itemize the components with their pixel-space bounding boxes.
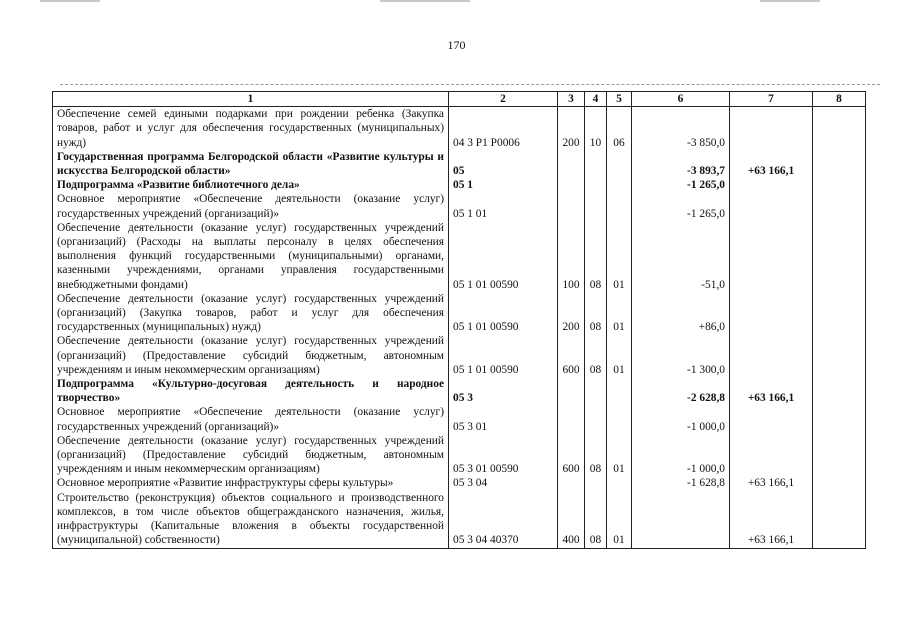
row-subsection <box>607 377 632 405</box>
page-number: 170 <box>447 38 466 52</box>
row-amount-current <box>632 491 730 548</box>
table-row <box>53 107 866 150</box>
row-description: Основное мероприятие «Развитие инфраструктуры сферы культуры» <box>53 476 449 490</box>
row-amount-current: -51,0 <box>632 221 730 292</box>
row-amount-next <box>730 107 813 150</box>
row-section: 08 <box>585 491 607 548</box>
row-subsection <box>607 178 632 192</box>
scan-edge-line <box>760 0 820 2</box>
table-row <box>53 292 866 335</box>
column-header: 1 <box>53 92 449 107</box>
row-amount-current: -3 850,0 <box>632 107 730 150</box>
column-header: 8 <box>813 92 866 107</box>
row-subsection: 01 <box>607 292 632 335</box>
row-description: Государственная программа Белгородской области «Развитие культуры и искусства Белгородской области» <box>53 150 449 178</box>
column-header: 3 <box>558 92 585 107</box>
row-code: 05 <box>449 150 558 178</box>
row-subsection: 01 <box>607 434 632 477</box>
row-subsection <box>607 192 632 220</box>
row-amount-next: +63 166,1 <box>730 150 813 178</box>
row-amount-next <box>730 192 813 220</box>
row-amount-current: -1 628,8 <box>632 476 730 490</box>
header-row <box>53 92 866 107</box>
row-description: Обеспечение семей едиными подарками при рождении ребенка (Закупка товаров, работ и услуг для обеспечения государственных (муниципальных) нужд) <box>53 107 449 150</box>
table-body <box>53 107 866 548</box>
row-expense-type: 100 <box>558 221 585 292</box>
row-section: 08 <box>585 334 607 377</box>
row-subsection <box>607 405 632 433</box>
row-amount-col8 <box>813 150 866 178</box>
table-row <box>53 192 866 220</box>
row-amount-col8 <box>813 221 866 292</box>
row-section <box>585 192 607 220</box>
row-amount-current: -1 265,0 <box>632 192 730 220</box>
row-amount-col8 <box>813 292 866 335</box>
table-row <box>53 377 866 405</box>
row-section <box>585 476 607 490</box>
scan-edge-line <box>380 0 470 2</box>
row-amount-col8 <box>813 491 866 548</box>
row-expense-type: 200 <box>558 107 585 150</box>
row-amount-next: +63 166,1 <box>730 377 813 405</box>
row-code: 05 1 01 <box>449 192 558 220</box>
row-description: Подпрограмма «Культурно-досуговая деятельность и народное творчество» <box>53 377 449 405</box>
row-amount-current: -1 000,0 <box>632 434 730 477</box>
row-section <box>585 178 607 192</box>
row-code: 05 1 01 00590 <box>449 292 558 335</box>
row-subsection: 01 <box>607 221 632 292</box>
row-description: Обеспечение деятельности (оказание услуг) государственных учреждений (организаций) (Предоставление субсидий бюджетным, автономным учреждениям и иным некоммерческим организациям) <box>53 434 449 477</box>
row-amount-next <box>730 221 813 292</box>
row-code: 05 3 <box>449 377 558 405</box>
row-amount-col8 <box>813 476 866 490</box>
table-row <box>53 334 866 377</box>
row-description: Обеспечение деятельности (оказание услуг) государственных учреждений (организаций) (Предоставление субсидий бюджетным, автономным учреждениям и иным некоммерческим организациям) <box>53 334 449 377</box>
row-code: 05 3 01 00590 <box>449 434 558 477</box>
row-expense-type: 600 <box>558 434 585 477</box>
row-subsection <box>607 476 632 490</box>
column-header: 5 <box>607 92 632 107</box>
row-expense-type <box>558 476 585 490</box>
row-section <box>585 377 607 405</box>
table-row <box>53 178 866 192</box>
row-amount-current: +86,0 <box>632 292 730 335</box>
row-section: 10 <box>585 107 607 150</box>
row-amount-current: -1 265,0 <box>632 178 730 192</box>
row-description: Подпрограмма «Развитие библиотечного дела» <box>53 178 449 192</box>
row-expense-type: 600 <box>558 334 585 377</box>
row-amount-next <box>730 292 813 335</box>
table-row <box>53 150 866 178</box>
row-section: 08 <box>585 292 607 335</box>
row-amount-next: +63 166,1 <box>730 491 813 548</box>
row-description: Обеспечение деятельности (оказание услуг) государственных учреждений (организаций) (Расходы на выплаты персоналу в целях обеспечения выполнения функций государственными (муниципальными) органами, казенными учреждениями, органами управления государственными внебюджетными фондами) <box>53 221 449 292</box>
row-description: Обеспечение деятельности (оказание услуг) государственных учреждений (организаций) (Закупка товаров, работ и услуг для обеспечения государственных (муниципальных) нужд) <box>53 292 449 335</box>
table-row <box>53 405 866 433</box>
row-amount-col8 <box>813 107 866 150</box>
row-section: 08 <box>585 434 607 477</box>
row-section <box>585 405 607 433</box>
row-expense-type: 200 <box>558 292 585 335</box>
row-expense-type <box>558 178 585 192</box>
table-row <box>53 221 866 292</box>
column-header: 7 <box>730 92 813 107</box>
row-amount-col8 <box>813 334 866 377</box>
column-header: 2 <box>449 92 558 107</box>
row-description: Основное мероприятие «Обеспечение деятельности (оказание услуг) государственных учреждений (организаций)» <box>53 405 449 433</box>
row-code: 04 3 P1 P0006 <box>449 107 558 150</box>
row-expense-type <box>558 192 585 220</box>
table-row <box>53 434 866 477</box>
scan-edge-line <box>40 0 100 2</box>
row-amount-next <box>730 178 813 192</box>
row-amount-next <box>730 434 813 477</box>
row-amount-col8 <box>813 192 866 220</box>
row-subsection: 06 <box>607 107 632 150</box>
row-amount-col8 <box>813 434 866 477</box>
row-amount-current: -2 628,8 <box>632 377 730 405</box>
row-amount-col8 <box>813 405 866 433</box>
row-amount-current: -1 300,0 <box>632 334 730 377</box>
row-amount-col8 <box>813 178 866 192</box>
budget-table <box>52 91 866 549</box>
row-subsection: 01 <box>607 334 632 377</box>
row-subsection <box>607 150 632 178</box>
row-code: 05 1 01 00590 <box>449 334 558 377</box>
row-expense-type <box>558 150 585 178</box>
row-section: 08 <box>585 221 607 292</box>
row-subsection: 01 <box>607 491 632 548</box>
row-amount-next <box>730 405 813 433</box>
row-description: Основное мероприятие «Обеспечение деятельности (оказание услуг) государственных учреждений (организаций)» <box>53 192 449 220</box>
table-row <box>53 491 866 548</box>
column-header: 6 <box>632 92 730 107</box>
row-code: 05 3 01 <box>449 405 558 433</box>
row-code: 05 1 01 00590 <box>449 221 558 292</box>
row-code: 05 1 <box>449 178 558 192</box>
row-amount-current: -3 893,7 <box>632 150 730 178</box>
row-code: 05 3 04 <box>449 476 558 490</box>
row-code: 05 3 04 40370 <box>449 491 558 548</box>
header-dashed-line <box>60 84 880 85</box>
row-amount-col8 <box>813 377 866 405</box>
row-expense-type <box>558 405 585 433</box>
row-expense-type <box>558 377 585 405</box>
table-row <box>53 476 866 490</box>
row-amount-current: -1 000,0 <box>632 405 730 433</box>
row-amount-next: +63 166,1 <box>730 476 813 490</box>
row-section <box>585 150 607 178</box>
row-amount-next <box>730 334 813 377</box>
row-expense-type: 400 <box>558 491 585 548</box>
column-header: 4 <box>585 92 607 107</box>
row-description: Строительство (реконструкция) объектов социального и производственного комплексов, в том числе объектов общегражданского назначения, жилья, инфраструктуры (Капитальные вложения в объекты государственной (муниципальной) собственности) <box>53 491 449 548</box>
